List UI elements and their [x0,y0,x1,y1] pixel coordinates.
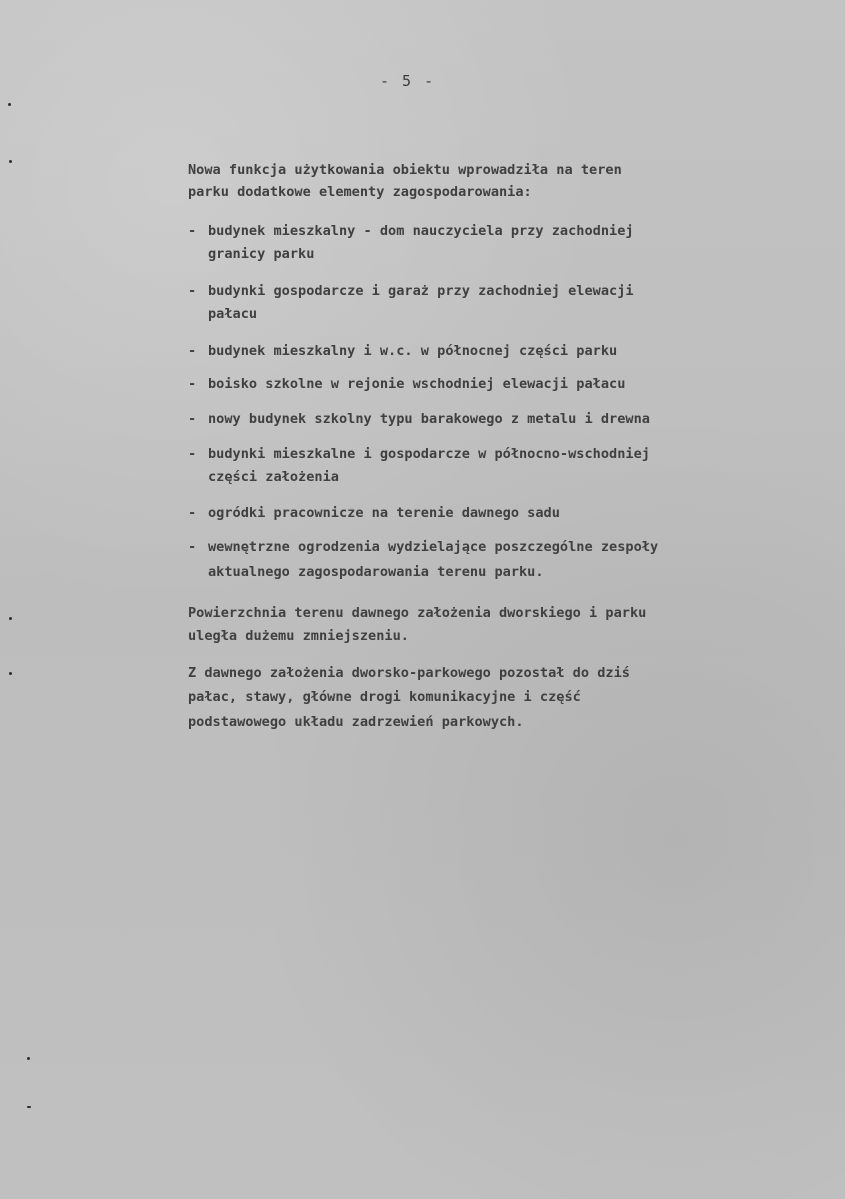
paragraph-3-line-1: Z dawnego założenia dworsko-parkowego pozostał do dziś [188,665,630,681]
list-item-6-line-2: części założenia [208,469,339,485]
list-item-dash: - [188,376,197,392]
page-number: - 5 - [380,72,436,90]
list-item-1-line-1: budynek mieszkalny - dom nauczyciela przy zachodniej [208,223,634,239]
list-item-4-line-1: boisko szkolne w rejonie wschodniej elewacji pałacu [208,376,626,392]
list-item-dash: - [188,539,197,555]
paragraph-3-line-2: pałac, stawy, główne drogi komunikacyjne i część [188,689,581,705]
scan-speck [9,160,12,163]
intro-line-1: Nowa funkcja użytkowania obiektu wprowadziła na teren [188,162,622,178]
list-item-7-line-1: ogródki pracownicze na terenie dawnego sadu [208,505,560,521]
paragraph-2-line-1: Powierzchnia terenu dawnego założenia dworskiego i parku [188,605,647,621]
list-item-2-line-1: budynki gospodarcze i garaż przy zachodniej elewacji [208,283,634,299]
list-item-3-line-1: budynek mieszkalny i w.c. w północnej części parku [208,343,618,359]
list-item-dash: - [188,446,197,462]
list-item-6-line-1: budynki mieszkalne i gospodarcze w północno-wschodniej [208,446,650,462]
list-item-8-line-1: wewnętrzne ogrodzenia wydzielające poszczególne zespoły [208,539,659,555]
list-item-2-line-2: pałacu [208,306,258,322]
list-item-8-line-2: aktualnego zagospodarowania terenu parku. [208,564,544,580]
paragraph-2-line-2: uległa dużemu zmniejszeniu. [188,628,409,644]
list-item-dash: - [188,223,197,239]
intro-line-2: parku dodatkowe elementy zagospodarowania: [188,184,532,200]
list-item-dash: - [188,505,197,521]
list-item-dash: - [188,411,197,427]
list-item-1-line-2: granicy parku [208,246,315,262]
list-item-5-line-1: nowy budynek szkolny typu barakowego z metalu i drewna [208,411,650,427]
list-item-dash: - [188,343,197,359]
scan-speck [9,617,12,620]
scan-speck [27,1057,30,1060]
scan-speck [9,672,12,675]
scan-speck [27,1106,31,1108]
list-item-dash: - [188,283,197,299]
paragraph-3-line-3: podstawowego układu zadrzewień parkowych. [188,714,524,730]
scan-speck [8,103,11,106]
